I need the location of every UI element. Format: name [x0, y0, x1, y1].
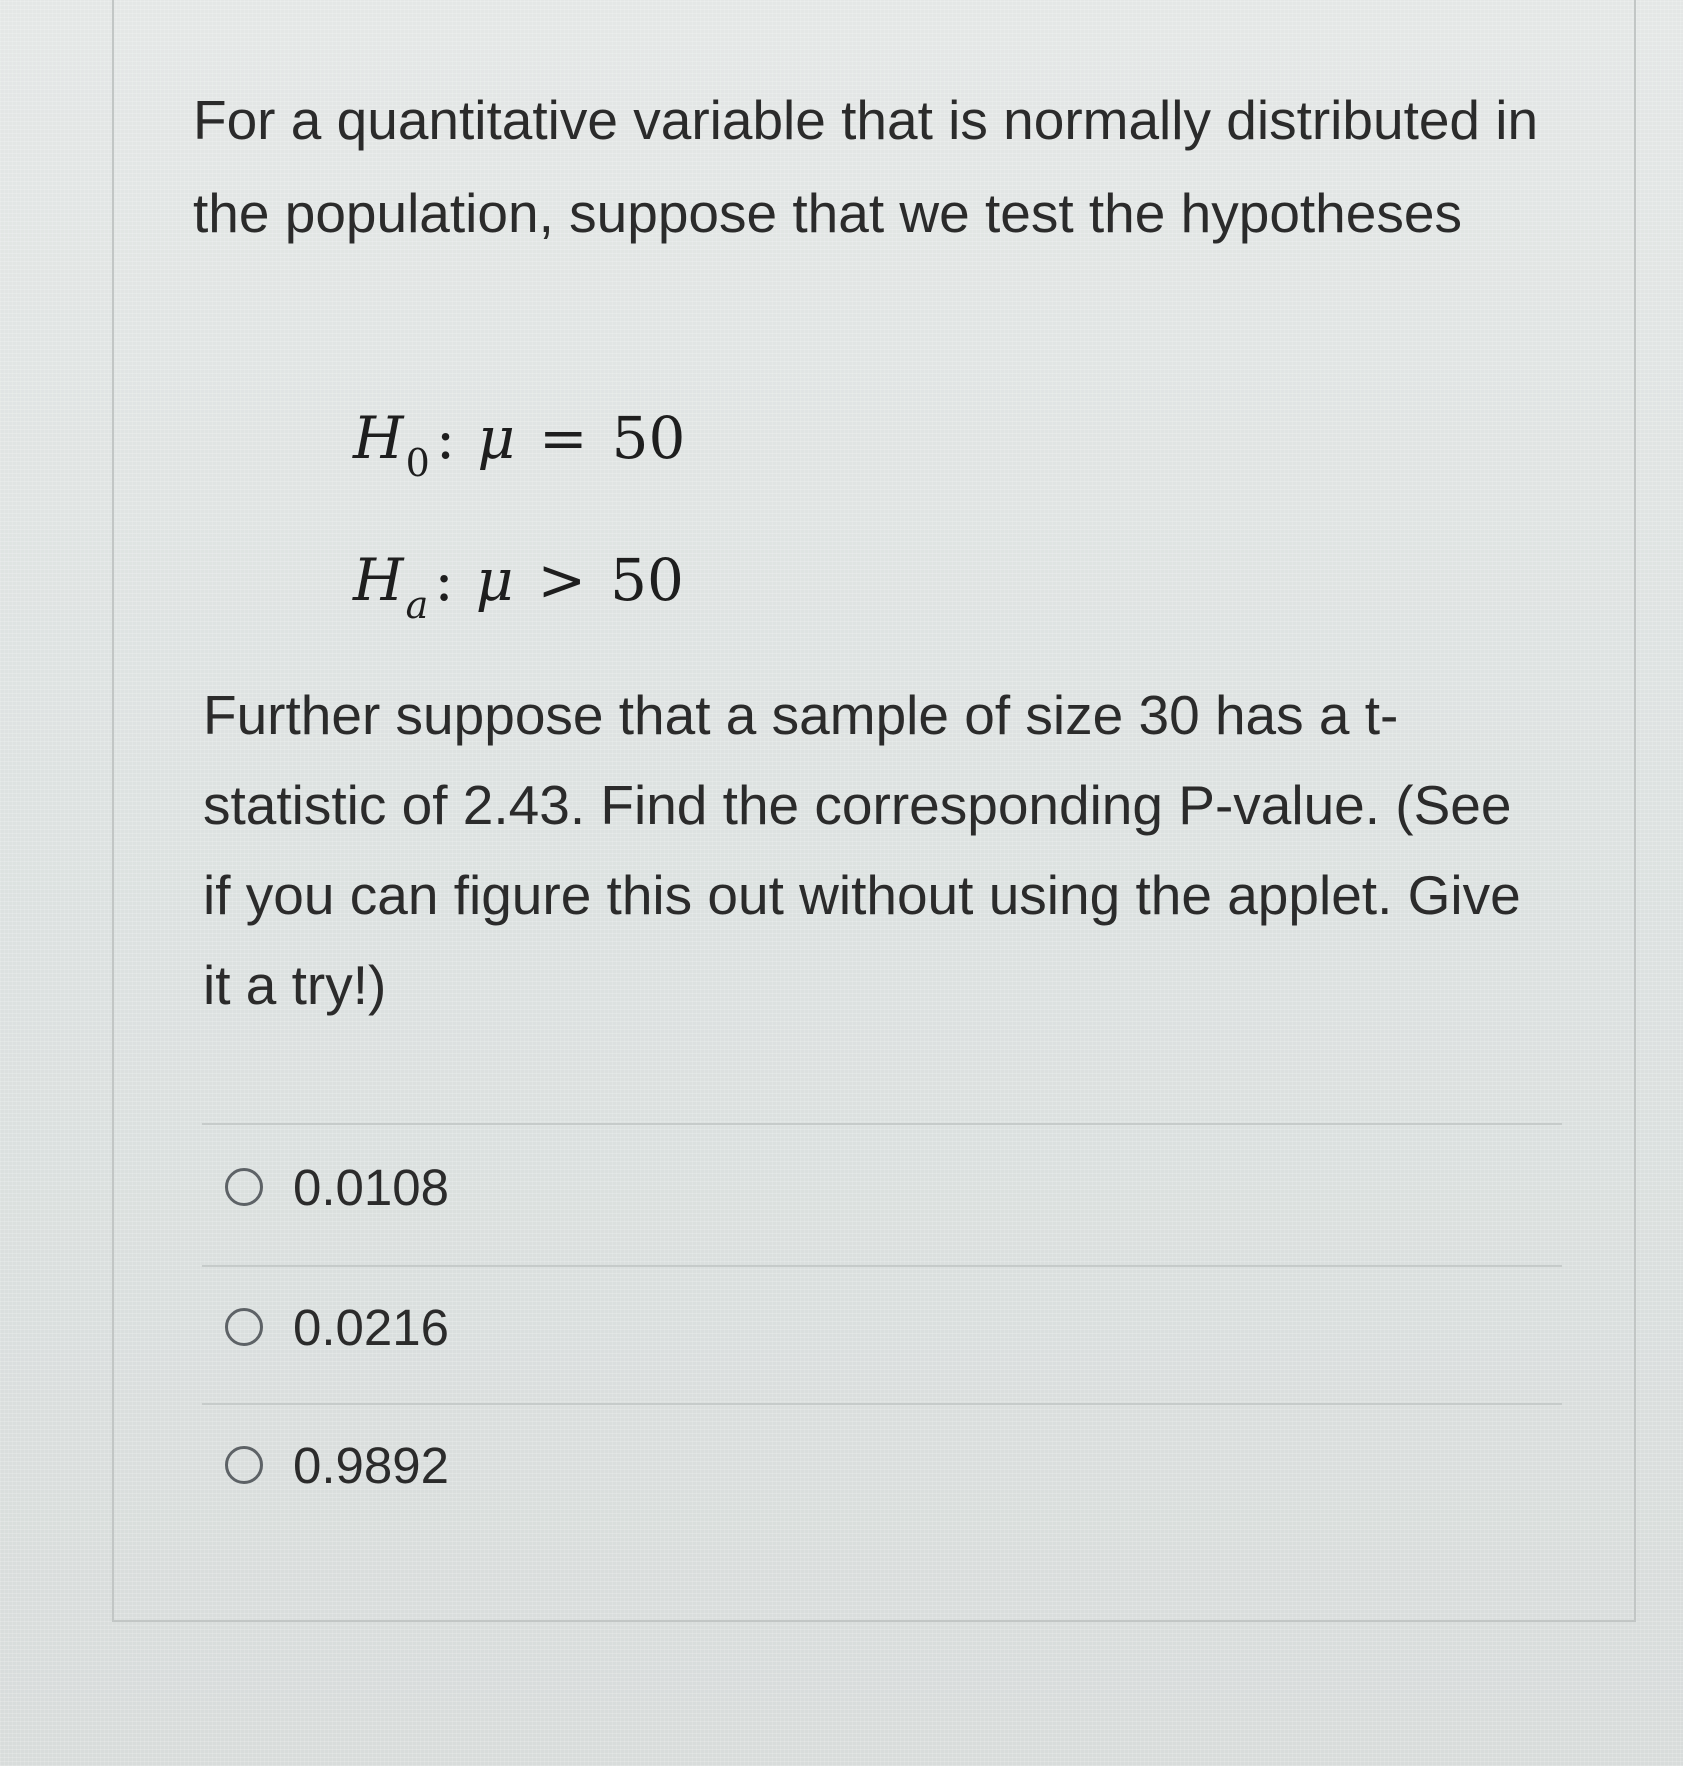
null-hypothesis-symbol: H — [353, 404, 404, 472]
alternative-hypothesis-subscript: a — [405, 583, 429, 627]
alternative-hypothesis-colon: : — [434, 546, 454, 614]
answer-option-label: 0.0216 — [293, 1298, 449, 1356]
null-hypothesis — [353, 404, 686, 485]
answer-option-label: 0.9892 — [293, 1436, 449, 1494]
null-hypothesis-param: μ — [477, 404, 516, 472]
null-hypothesis-value: 50 — [611, 404, 686, 472]
answer-option-label: 0.0108 — [293, 1158, 449, 1216]
answer-option-2[interactable] — [225, 1292, 449, 1362]
question-prompt: Further suppose that a sample of size 30 has a t-statistic of 2.43. Find the corresponding P-value. (See if you can figure this out without using the applet. Give it a try!) — [203, 684, 1521, 1016]
null-hypothesis-subscript: 0 — [405, 441, 430, 485]
answer-option-3[interactable] — [225, 1430, 449, 1500]
radio-button-icon[interactable] — [225, 1446, 263, 1484]
null-hypothesis-relation: = — [539, 404, 588, 472]
alternative-hypothesis-symbol: H — [353, 546, 404, 614]
null-hypothesis-colon: : — [435, 404, 456, 472]
alternative-hypothesis — [353, 546, 684, 627]
question-intro: For a quantitative variable that is normally distributed in the population, suppose that we test the hypotheses — [193, 89, 1539, 244]
option-divider — [202, 1403, 1562, 1405]
option-divider — [202, 1123, 1562, 1125]
alternative-hypothesis-param: μ — [475, 546, 514, 614]
option-divider — [202, 1265, 1562, 1267]
radio-button-icon[interactable] — [225, 1308, 263, 1346]
alternative-hypothesis-value: 50 — [610, 546, 684, 614]
alternative-hypothesis-relation: > — [537, 546, 587, 614]
answer-option-1[interactable] — [225, 1152, 449, 1222]
radio-button-icon[interactable] — [225, 1168, 263, 1206]
